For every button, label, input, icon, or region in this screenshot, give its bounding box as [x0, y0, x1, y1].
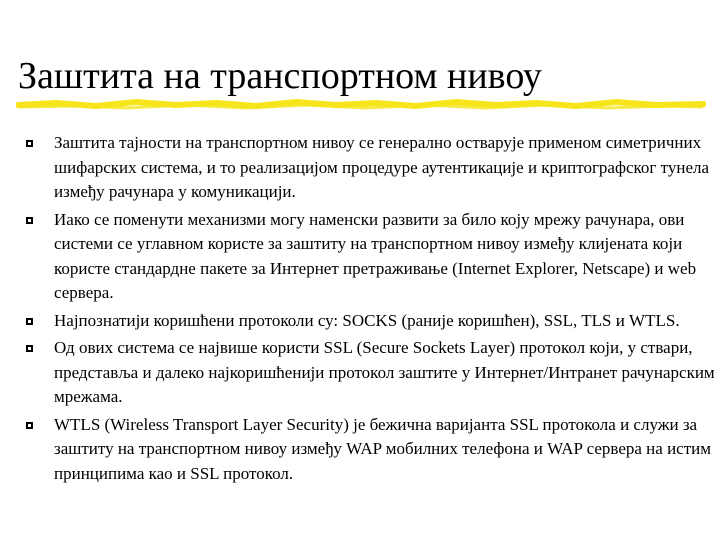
bullet-text: Иако се поменути механизми могу наменски развити за било коју мрежу рачунара, ови системи се углавном користе за заштиту на транспортном нивоу између клијената који користе стандардне пакете за Интернет претраживање (Internet Explorer, Netscape) и web сервера. — [54, 209, 697, 302]
bullet-list — [26, 131, 716, 489]
square-bullet-icon — [26, 140, 33, 147]
bullet-text: Најпознатији коришћени протоколи су: SOCKS (раније коришћен), SSL, TLS и WTLS. — [54, 310, 680, 330]
bullet-text: Заштита тајности на транспортном нивоу се генерално остварује применом симетричних шифарских система, и то реализацијом процедуре аутентикације и криптографског тунела између рачунара у комуникацији. — [54, 133, 710, 201]
underline-stroke — [18, 102, 704, 106]
bullet-text: WTLS (Wireless Transport Layer Security) је бежична варијанта SSL протокола и служи за заштиту на транспортном нивоу између WAP мобилних телефона и WAP сервера на истим принципима као и SSL протокол. — [54, 414, 711, 483]
square-bullet-icon — [26, 422, 33, 429]
square-bullet-icon — [26, 217, 33, 224]
square-bullet-icon — [26, 318, 33, 325]
bullet-item — [26, 208, 716, 306]
bullet-item — [26, 413, 716, 487]
bullet-item — [26, 336, 716, 410]
bullet-item — [26, 131, 716, 205]
bullet-text: Од ових система се највише користи SSL (Secure Sockets Layer) протокол који, у ствари, представља и далеко најкоришћенији протокол заштите у Интернет/Интранет рачунарским мрежама. — [54, 338, 715, 406]
slide-title: Заштита на транспортном нивоу — [18, 55, 542, 97]
bullet-item — [26, 309, 716, 334]
title-underline-decoration — [16, 98, 706, 112]
square-bullet-icon — [26, 345, 33, 352]
